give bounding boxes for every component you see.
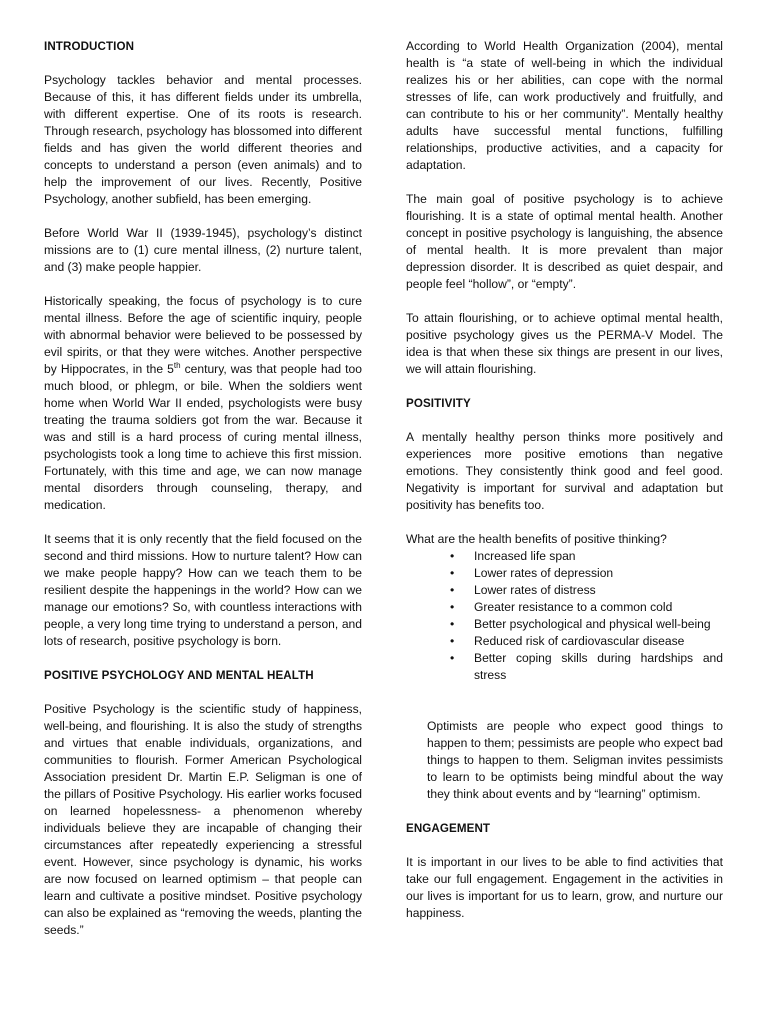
bullet-icon: • bbox=[450, 617, 455, 631]
bullet-icon: • bbox=[450, 549, 455, 563]
perma-v-paragraph: To attain flourishing, or to achieve optimal mental health, positive psychology gives us the PERMA-V Model. The idea is that when these six things are present in our lives, we will attain flourishing. bbox=[406, 311, 723, 376]
bullet-icon: • bbox=[450, 634, 455, 648]
bullet-icon: • bbox=[450, 566, 455, 580]
engagement-paragraph: It is important in our lives to be able to find activities that take our full engagement. Engagement in the activities in our lives is important for us to learn, grow, and nurture our happiness. bbox=[406, 855, 723, 920]
list-item: • Lower rates of depression bbox=[450, 566, 614, 580]
optimists-paragraph: Optimists are people who expect good things to happen to them; pessimists are people who expect bad things to happen to them. Seligman invites pessimists to learn to be optimists being mindful about the way they think about events and by “learning” optimism. bbox=[427, 719, 723, 801]
intro-paragraph-4: It seems that it is only recently that the field focused on the second and third missions. How to nurture talent? How can we make people happy? How can we teach them to be resilient despite the happenings in the world? How can we manage our emotions? So, with countless interactions with people, a very long time trying to understand a person, and lots of research, positive psychology is born. bbox=[44, 532, 362, 648]
benefits-list bbox=[406, 548, 723, 684]
intro-paragraph-3-part-a: Historically speaking, the focus of psychology is to cure mental illness. Before the age of scientific inquiry, people with abnormal behavior were believed to be possessed by evil spirits, or that they were witches. Another perspective by Hippocrates, in the 5 bbox=[44, 294, 362, 376]
positive-psychology-paragraph: Positive Psychology is the scientific study of happiness, well-being, and flourishing. It is also the study of strengths and virtues that enable individuals, organizations, and communities to flourish. Former American Psychological Association president Dr. Martin E.P. Seligman is one of the pillars of Positive Psychology. His earlier works focused on learned hopelessness- a phenomenon whereby individuals believe they are incapable of changing their circumstances after repeatedly experiencing a stressful event. However, since psychology is dynamic, his works are now focused on learned optimism – that people can learn and cultivate a positive mindset. Positive psychology can also be explained as “removing the weeds, planting the seeds.” bbox=[44, 702, 362, 937]
left-column bbox=[44, 38, 362, 956]
right-column bbox=[406, 38, 723, 939]
bullet-icon: • bbox=[450, 600, 455, 614]
positivity-paragraph: A mentally healthy person thinks more positively and experiences more positive emotions than negative emotions. They consistently think good and feel good. Negativity is important for survival and adaptation but positivity has benefits too. bbox=[406, 430, 723, 512]
positivity-heading: POSITIVITY bbox=[406, 397, 471, 410]
intro-paragraph-3 bbox=[44, 293, 362, 514]
list-item: • Better coping skills during hardships and stress bbox=[450, 651, 723, 682]
positive-psychology-heading: POSITIVE PSYCHOLOGY AND MENTAL HEALTH bbox=[44, 669, 314, 682]
list-item: • Lower rates of distress bbox=[450, 583, 596, 597]
benefits-question: What are the health benefits of positive thinking? bbox=[406, 532, 667, 546]
bullet-icon: • bbox=[450, 583, 455, 597]
list-item: • Increased life span bbox=[450, 549, 576, 563]
flourishing-paragraph: The main goal of positive psychology is to achieve flourishing. It is a state of optimal mental health. Another concept in positive psychology is languishing, the absence of mental health. It is more prevalent than major depression disorder. It is described as quiet despair, and people feel “hollow”, or “empty”. bbox=[406, 192, 723, 291]
intro-paragraph-2: Before World War II (1939-1945), psychology’s distinct missions are to (1) cure mental illness, (2) nurture talent, and (3) make people happier. bbox=[44, 226, 362, 274]
intro-paragraph-3-part-b: century, was that people had too much blood, or phlegm, or bile. When the soldiers went home when World War II ended, psychologists were busy treating the trauma soldiers got from the war. Because it was and still is a hard process of curing mental illness, psychologists took a long time to achieve this first mission. Fortunately, with this time and age, we can now manage mental disorders through counseling, therapy, and medication. bbox=[44, 362, 362, 512]
list-item: • Greater resistance to a common cold bbox=[450, 600, 673, 614]
list-item: • Better psychological and physical well-being bbox=[450, 617, 711, 631]
list-item: • Reduced risk of cardiovascular disease bbox=[450, 634, 685, 648]
superscript-th: th bbox=[173, 360, 181, 370]
engagement-heading: ENGAGEMENT bbox=[406, 822, 491, 835]
bullet-icon: • bbox=[450, 651, 455, 665]
intro-paragraph-1: Psychology tackles behavior and mental processes. Because of this, it has different fields under its umbrella, with different expertise. One of its roots is research. Through research, psychology has blossomed into different fields and has given the world different theories and concepts to understand a person (even animals) and to help the improvement of our lives. Recently, Positive Psychology, another subfield, has been emerging. bbox=[44, 73, 362, 206]
introduction-heading: INTRODUCTION bbox=[44, 40, 135, 53]
who-definition-paragraph: According to World Health Organization (2004), mental health is “a state of well-being in which the individual realizes his or her abilities, can cope with the normal stresses of life, can work productively and fruitfully, and can contribute to his or her community”. Mentally healthy adults have successful mental functions, fulfilling relationships, productive activities, and a capacity for adaptation. bbox=[406, 39, 723, 172]
